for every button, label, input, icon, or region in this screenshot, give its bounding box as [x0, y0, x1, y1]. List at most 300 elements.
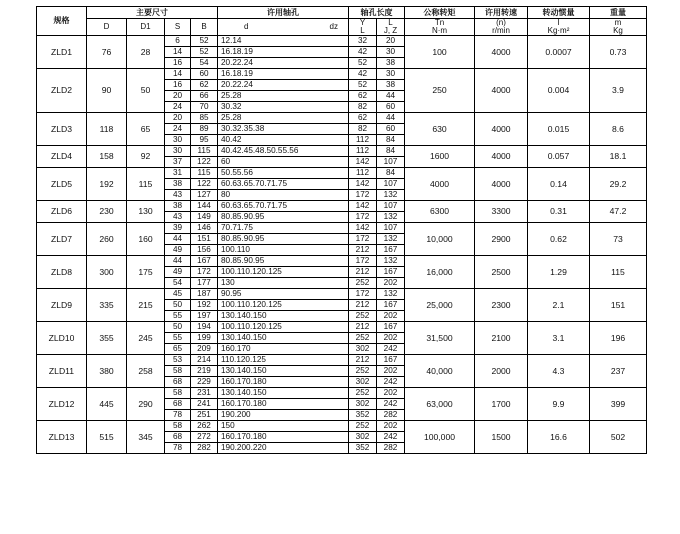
- weight-cell: 47.2: [590, 201, 647, 223]
- dim-S-cell: 24: [165, 124, 191, 135]
- torque-cell: 100: [405, 36, 475, 69]
- dim-S-cell: 44: [165, 256, 191, 267]
- dim-S-cell: 38: [165, 201, 191, 212]
- length-Y-cell: 172: [349, 190, 377, 201]
- spec-header: 规格: [37, 7, 87, 36]
- bore-diameters-cell: 130.140.150: [218, 388, 349, 399]
- torque-cell: 40,000: [405, 355, 475, 388]
- speed-cell: 3300: [475, 201, 528, 223]
- col-m-symbol: m: [614, 18, 622, 27]
- dim-S-cell: 50: [165, 300, 191, 311]
- col-bore: [218, 19, 349, 36]
- dim-D1-cell: 345: [127, 421, 165, 454]
- length-Y-cell: 212: [349, 245, 377, 256]
- dim-D-cell: 230: [87, 201, 127, 223]
- dim-B-cell: 52: [191, 36, 218, 47]
- table-row: [37, 289, 647, 300]
- dim-S-cell: 58: [165, 421, 191, 432]
- bore-diameters-cell: 130.140.150: [218, 366, 349, 377]
- dim-B-cell: 89: [191, 124, 218, 135]
- speed-cell: 1700: [475, 388, 528, 421]
- length-J-cell: 202: [377, 278, 405, 289]
- length-J-cell: 167: [377, 267, 405, 278]
- length-Y-cell: 252: [349, 278, 377, 289]
- bore-diameters-cell: 25.28: [218, 91, 349, 102]
- dim-B-cell: 156: [191, 245, 218, 256]
- length-Y-cell: 212: [349, 300, 377, 311]
- torque-cell: 100,000: [405, 421, 475, 454]
- bore-diameters-cell: 90.95: [218, 289, 349, 300]
- length-Y-cell: 212: [349, 267, 377, 278]
- speed-cell: 2900: [475, 223, 528, 256]
- dim-B-cell: 52: [191, 47, 218, 58]
- col-d: d: [244, 22, 249, 31]
- dim-D1-cell: 28: [127, 36, 165, 69]
- length-Y-cell: 142: [349, 223, 377, 234]
- length-J-cell: 242: [377, 344, 405, 355]
- dim-B-cell: 272: [191, 432, 218, 443]
- dim-B-cell: 144: [191, 201, 218, 212]
- dim-B-cell: 229: [191, 377, 218, 388]
- inertia-cell: 0.0007: [528, 36, 590, 69]
- dim-B-cell: 115: [191, 146, 218, 157]
- length-Y-cell: 172: [349, 212, 377, 223]
- dim-B-cell: 66: [191, 91, 218, 102]
- length-Y-cell: 112: [349, 135, 377, 146]
- length-J-cell: 44: [377, 113, 405, 124]
- length-Y-cell: 142: [349, 179, 377, 190]
- bore-diameters-cell: 150: [218, 421, 349, 432]
- model-cell: ZLD1: [37, 36, 87, 69]
- torque-cell: 63,000: [405, 388, 475, 421]
- table-row: [37, 69, 647, 80]
- length-J-cell: 107: [377, 179, 405, 190]
- speed-cell: 4000: [475, 69, 528, 113]
- model-cell: ZLD9: [37, 289, 87, 322]
- dim-S-cell: 39: [165, 223, 191, 234]
- length-Y-cell: 252: [349, 333, 377, 344]
- length-J-cell: 60: [377, 102, 405, 113]
- bore-diameters-cell: 16.18.19: [218, 69, 349, 80]
- dim-S-cell: 65: [165, 344, 191, 355]
- length-J-cell: 242: [377, 377, 405, 388]
- col-dz: dz: [329, 22, 338, 31]
- speed-cell: 2100: [475, 322, 528, 355]
- dim-D1-cell: 160: [127, 223, 165, 256]
- length-J-cell: 84: [377, 168, 405, 179]
- table-row: [37, 388, 647, 399]
- dim-B-cell: 241: [191, 399, 218, 410]
- col-n-unit: r/min: [492, 26, 510, 35]
- dim-B-cell: 62: [191, 80, 218, 91]
- model-cell: ZLD3: [37, 113, 87, 146]
- weight-cell: 3.9: [590, 69, 647, 113]
- length-J-cell: 242: [377, 432, 405, 443]
- length-Y-cell: 302: [349, 399, 377, 410]
- weight-cell: 0.73: [590, 36, 647, 69]
- col-n: [475, 19, 528, 36]
- bore-diameters-cell: 130: [218, 278, 349, 289]
- length-J-cell: 132: [377, 234, 405, 245]
- table-row: [37, 113, 647, 124]
- speed-cell: 4000: [475, 36, 528, 69]
- dim-S-cell: 55: [165, 311, 191, 322]
- length-J-cell: 38: [377, 58, 405, 69]
- dim-D1-cell: 92: [127, 146, 165, 168]
- dim-B-cell: 219: [191, 366, 218, 377]
- dim-B-cell: 192: [191, 300, 218, 311]
- bore-header: 许用轴孔: [218, 7, 349, 19]
- bore-diameters-cell: 60.63.65.70.71.75: [218, 179, 349, 190]
- speed-cell: 4000: [475, 168, 528, 201]
- speed-cell: 2000: [475, 355, 528, 388]
- dim-S-cell: 58: [165, 388, 191, 399]
- dim-D1-cell: 130: [127, 201, 165, 223]
- torque-cell: 630: [405, 113, 475, 146]
- torque-cell: 25,000: [405, 289, 475, 322]
- length-J-cell: 242: [377, 399, 405, 410]
- bore-diameters-cell: 100.110.120.125: [218, 322, 349, 333]
- length-Y-cell: 302: [349, 377, 377, 388]
- bore-diameters-cell: 100.110: [218, 245, 349, 256]
- dim-S-cell: 49: [165, 245, 191, 256]
- table-row: [37, 36, 647, 47]
- bore-diameters-cell: 70.71.75: [218, 223, 349, 234]
- table-body: [37, 36, 647, 454]
- length-J-cell: 202: [377, 333, 405, 344]
- dim-S-cell: 31: [165, 168, 191, 179]
- dim-B-cell: 187: [191, 289, 218, 300]
- col-Tn: [405, 19, 475, 36]
- dim-D1-cell: 50: [127, 69, 165, 113]
- dim-D-cell: 118: [87, 113, 127, 146]
- dim-S-cell: 58: [165, 366, 191, 377]
- model-cell: ZLD4: [37, 146, 87, 168]
- dim-D-cell: 380: [87, 355, 127, 388]
- bore-diameters-cell: 80.85.90.95: [218, 234, 349, 245]
- spec-table: [36, 6, 647, 454]
- length-Y-cell: 252: [349, 388, 377, 399]
- model-cell: ZLD5: [37, 168, 87, 201]
- dim-S-cell: 68: [165, 377, 191, 388]
- weight-header: 重量: [590, 7, 647, 19]
- length-J-cell: 84: [377, 135, 405, 146]
- col-Y: Y: [359, 18, 366, 27]
- weight-cell: 73: [590, 223, 647, 256]
- speed-cell: 2300: [475, 289, 528, 322]
- length-J-cell: 132: [377, 190, 405, 201]
- bore-diameters-cell: 110.120.125: [218, 355, 349, 366]
- dim-D-cell: 260: [87, 223, 127, 256]
- bore-diameters-cell: 30.32: [218, 102, 349, 113]
- dim-S-cell: 68: [165, 432, 191, 443]
- bore-diameters-cell: 20.22.24: [218, 80, 349, 91]
- col-I-symbol: I: [557, 18, 560, 27]
- bore-diameters-cell: 40.42: [218, 135, 349, 146]
- length-J-cell: 202: [377, 311, 405, 322]
- dim-D1-cell: 290: [127, 388, 165, 421]
- length-Y-cell: 172: [349, 289, 377, 300]
- weight-cell: 196: [590, 322, 647, 355]
- bore-diameters-cell: 30.32.35.38: [218, 124, 349, 135]
- dim-D-cell: 515: [87, 421, 127, 454]
- dim-S-cell: 16: [165, 58, 191, 69]
- speed-cell: 2500: [475, 256, 528, 289]
- length-Y-cell: 42: [349, 69, 377, 80]
- dim-B-cell: 282: [191, 443, 218, 454]
- col-L: L: [388, 18, 393, 27]
- col-S: S: [165, 19, 191, 36]
- dim-S-cell: 30: [165, 146, 191, 157]
- table-row: [37, 168, 647, 179]
- table-row: [37, 256, 647, 267]
- dim-B-cell: 115: [191, 168, 218, 179]
- bore-diameters-cell: 130.140.150: [218, 311, 349, 322]
- bore-diameters-cell: 160.170: [218, 344, 349, 355]
- bore-diameters-cell: 80: [218, 190, 349, 201]
- dim-D-cell: 355: [87, 322, 127, 355]
- table-row: [37, 322, 647, 333]
- speed-cell: 1500: [475, 421, 528, 454]
- dim-B-cell: 127: [191, 190, 218, 201]
- inertia-cell: 16.6: [528, 421, 590, 454]
- inertia-cell: 0.004: [528, 69, 590, 113]
- col-Y-L: [349, 19, 377, 36]
- table-row: [37, 146, 647, 157]
- length-Y-cell: 252: [349, 311, 377, 322]
- length-J-cell: 167: [377, 355, 405, 366]
- bore-diameters-cell: 12.14: [218, 36, 349, 47]
- inertia-cell: 2.1: [528, 289, 590, 322]
- dim-S-cell: 6: [165, 36, 191, 47]
- bore-diameters-cell: 50.55.56: [218, 168, 349, 179]
- col-Tn-unit: N·m: [431, 26, 448, 35]
- length-J-cell: 167: [377, 245, 405, 256]
- dim-D-cell: 192: [87, 168, 127, 201]
- dim-S-cell: 24: [165, 102, 191, 113]
- coupling-spec-sheet: [36, 6, 646, 526]
- length-J-cell: 282: [377, 443, 405, 454]
- col-I-unit: Kg·m²: [547, 26, 570, 35]
- length-J-cell: 167: [377, 300, 405, 311]
- length-Y-cell: 62: [349, 113, 377, 124]
- length-J-cell: 202: [377, 421, 405, 432]
- dim-S-cell: 44: [165, 234, 191, 245]
- bore-diameters-cell: 190.200.220: [218, 443, 349, 454]
- col-B: B: [191, 19, 218, 36]
- dim-B-cell: 172: [191, 267, 218, 278]
- length-Y-cell: 82: [349, 102, 377, 113]
- dim-D-cell: 76: [87, 36, 127, 69]
- dim-B-cell: 194: [191, 322, 218, 333]
- length-J-cell: 132: [377, 212, 405, 223]
- inertia-cell: 9.9: [528, 388, 590, 421]
- dim-B-cell: 251: [191, 410, 218, 421]
- inertia-cell: 0.31: [528, 201, 590, 223]
- torque-cell: 1600: [405, 146, 475, 168]
- torque-cell: 10,000: [405, 223, 475, 256]
- torque-cell: 4000: [405, 168, 475, 201]
- dim-S-cell: 20: [165, 91, 191, 102]
- length-Y-cell: 142: [349, 201, 377, 212]
- dim-D1-cell: 115: [127, 168, 165, 201]
- dim-S-cell: 37: [165, 157, 191, 168]
- dim-B-cell: 197: [191, 311, 218, 322]
- dim-B-cell: 151: [191, 234, 218, 245]
- bore-diameters-cell: 80.85.90.95: [218, 256, 349, 267]
- dim-D1-cell: 258: [127, 355, 165, 388]
- bore-diameters-cell: 160.170.180: [218, 377, 349, 388]
- length-Y-cell: 302: [349, 344, 377, 355]
- torque-cell: 16,000: [405, 256, 475, 289]
- bore-diameters-cell: 16.18.19: [218, 47, 349, 58]
- dim-S-cell: 55: [165, 333, 191, 344]
- bore-diameters-cell: 160.170.180: [218, 399, 349, 410]
- model-cell: ZLD10: [37, 322, 87, 355]
- dim-B-cell: 70: [191, 102, 218, 113]
- bore-diameters-cell: 40.42.45.48.50.55.56: [218, 146, 349, 157]
- dim-S-cell: 49: [165, 267, 191, 278]
- dim-B-cell: 122: [191, 157, 218, 168]
- torque-header: 公称转矩: [405, 7, 475, 19]
- length-J-cell: 38: [377, 80, 405, 91]
- inertia-cell: 3.1: [528, 322, 590, 355]
- length-Y-cell: 352: [349, 443, 377, 454]
- length-J-cell: 167: [377, 322, 405, 333]
- length-Y-cell: 252: [349, 366, 377, 377]
- dim-D-cell: 335: [87, 289, 127, 322]
- dim-S-cell: 16: [165, 80, 191, 91]
- length-J-cell: 202: [377, 388, 405, 399]
- model-cell: ZLD12: [37, 388, 87, 421]
- bore-length-header: 轴孔长度: [349, 7, 405, 19]
- dim-B-cell: 177: [191, 278, 218, 289]
- col-n-symbol: (n): [496, 18, 506, 27]
- dim-S-cell: 78: [165, 443, 191, 454]
- torque-cell: 6300: [405, 201, 475, 223]
- weight-cell: 8.6: [590, 113, 647, 146]
- dim-S-cell: 68: [165, 399, 191, 410]
- weight-cell: 502: [590, 421, 647, 454]
- bore-diameters-cell: 60: [218, 157, 349, 168]
- dim-S-cell: 20: [165, 113, 191, 124]
- dim-B-cell: 167: [191, 256, 218, 267]
- dim-B-cell: 146: [191, 223, 218, 234]
- length-Y-cell: 32: [349, 36, 377, 47]
- inertia-cell: 1.29: [528, 256, 590, 289]
- weight-cell: 18.1: [590, 146, 647, 168]
- dim-B-cell: 214: [191, 355, 218, 366]
- length-J-cell: 202: [377, 366, 405, 377]
- model-cell: ZLD11: [37, 355, 87, 388]
- weight-cell: 399: [590, 388, 647, 421]
- speed-cell: 4000: [475, 146, 528, 168]
- bore-diameters-cell: 190.200: [218, 410, 349, 421]
- dim-S-cell: 50: [165, 322, 191, 333]
- length-J-cell: 30: [377, 69, 405, 80]
- dim-S-cell: 43: [165, 190, 191, 201]
- dim-S-cell: 53: [165, 355, 191, 366]
- dim-B-cell: 149: [191, 212, 218, 223]
- torque-cell: 31,500: [405, 322, 475, 355]
- dim-B-cell: 122: [191, 179, 218, 190]
- length-J-cell: 84: [377, 146, 405, 157]
- length-J-cell: 107: [377, 223, 405, 234]
- col-I: [528, 19, 590, 36]
- length-Y-cell: 172: [349, 256, 377, 267]
- length-Y-cell: 112: [349, 146, 377, 157]
- length-Y-cell: 212: [349, 355, 377, 366]
- inertia-header: 转动惯量: [528, 7, 590, 19]
- table-row: [37, 201, 647, 212]
- inertia-cell: 0.015: [528, 113, 590, 146]
- length-Y-cell: 352: [349, 410, 377, 421]
- dim-S-cell: 38: [165, 179, 191, 190]
- length-Y-cell: 212: [349, 322, 377, 333]
- col-L-J: [377, 19, 405, 36]
- dim-D1-cell: 175: [127, 256, 165, 289]
- model-cell: ZLD2: [37, 69, 87, 113]
- length-Y-cell: 82: [349, 124, 377, 135]
- dim-B-cell: 231: [191, 388, 218, 399]
- weight-cell: 151: [590, 289, 647, 322]
- inertia-cell: 0.62: [528, 223, 590, 256]
- bore-diameters-cell: 60.63.65.70.71.75: [218, 201, 349, 212]
- length-Y-cell: 52: [349, 58, 377, 69]
- dim-D-cell: 90: [87, 69, 127, 113]
- dim-S-cell: 45: [165, 289, 191, 300]
- inertia-cell: 0.057: [528, 146, 590, 168]
- inertia-cell: 0.14: [528, 168, 590, 201]
- bore-diameters-cell: 80.85.90.95: [218, 212, 349, 223]
- length-J-cell: 107: [377, 157, 405, 168]
- dim-D-cell: 158: [87, 146, 127, 168]
- bore-diameters-cell: 100.110.120.125: [218, 300, 349, 311]
- dim-D1-cell: 245: [127, 322, 165, 355]
- dim-S-cell: 30: [165, 135, 191, 146]
- length-J-cell: 132: [377, 289, 405, 300]
- col-Tn-symbol: Tn: [434, 18, 445, 27]
- length-J-cell: 107: [377, 201, 405, 212]
- table-row: [37, 355, 647, 366]
- table-row: [37, 223, 647, 234]
- col-L-sub: L: [360, 26, 365, 35]
- dim-D-cell: 445: [87, 388, 127, 421]
- dim-S-cell: 54: [165, 278, 191, 289]
- dim-D1-cell: 65: [127, 113, 165, 146]
- weight-cell: 237: [590, 355, 647, 388]
- speed-header: 许用转速: [475, 7, 528, 19]
- length-J-cell: 20: [377, 36, 405, 47]
- model-cell: ZLD13: [37, 421, 87, 454]
- col-D: D: [87, 19, 127, 36]
- dim-D-cell: 300: [87, 256, 127, 289]
- length-J-cell: 60: [377, 124, 405, 135]
- length-J-cell: 30: [377, 47, 405, 58]
- dim-D1-cell: 215: [127, 289, 165, 322]
- bore-diameters-cell: 100.110.120.125: [218, 267, 349, 278]
- length-Y-cell: 302: [349, 432, 377, 443]
- model-cell: ZLD8: [37, 256, 87, 289]
- length-J-cell: 132: [377, 256, 405, 267]
- col-m: [590, 19, 647, 36]
- col-m-unit: Kg: [613, 26, 623, 35]
- length-Y-cell: 142: [349, 157, 377, 168]
- col-J: J, Z: [383, 26, 398, 35]
- length-J-cell: 282: [377, 410, 405, 421]
- dim-S-cell: 14: [165, 47, 191, 58]
- length-Y-cell: 172: [349, 234, 377, 245]
